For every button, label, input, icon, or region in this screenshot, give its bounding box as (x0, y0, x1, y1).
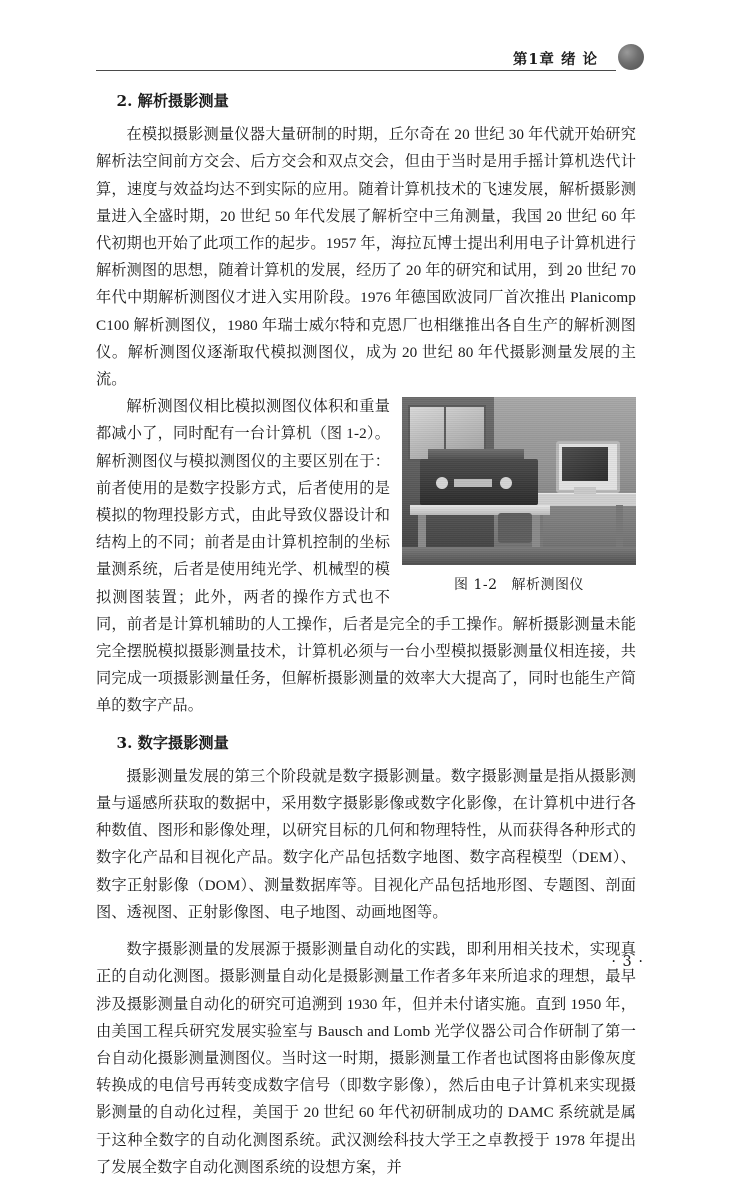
photo-floor (402, 547, 636, 565)
chapter-title: 第1章 绪 论 (512, 51, 598, 68)
figure-number: 图 1-2 (454, 577, 498, 594)
section-heading-2: 2. 解析摄影测量 (116, 92, 229, 110)
figure-text-wrap (96, 393, 636, 719)
photo-monitor-stand (574, 487, 596, 494)
figure-caption-text: 解析测图仪 (511, 577, 584, 594)
page-content (96, 88, 636, 1181)
figure-1-2 (402, 397, 636, 594)
figure-caption (402, 574, 636, 594)
page-header (96, 44, 644, 78)
page-number: · 3 · (611, 954, 644, 970)
photo-desk-leg-right (616, 505, 623, 549)
section-heading-3: 3. 数字摄影测量 (116, 733, 229, 752)
spacer (96, 720, 636, 730)
paragraph-3-2: 数字摄影测量的发展源于摄影测量自动化的实践，即利用相关技术，实现真正的自动化测图。摄影测量自动化是摄影测量工作者多年来所追求的理想，最早涉及摄影测量自动化的研究可追溯到 1930 年，但并未付诸实施。直到 1950 年，由美国工程兵研究发展实验室与 Bausch and Lomb 光学仪器公司合作研制了第一台自动化摄影测量测图仪。当时这一时期，摄影测量工作者也试图将由影像灰度转换成的电信号再转变成数字信号（即数字影像），然后由电子计算机来实现摄影测量的自动化过程，美国于 20 世纪 60 年代初研制成功的 DAMC 系统就是属于这种全数字的自动化测图系统。武汉测绘科技大学王之卓教授于 1978 年提出了发展全数字自动化测图系统的设想方案，并 (96, 941, 636, 1176)
header-rule (96, 70, 616, 71)
photo-chair (498, 513, 532, 543)
photo-monitor-screen (562, 447, 608, 481)
photo-instrument-label (454, 479, 492, 487)
header-decoration-dot (618, 44, 644, 70)
paragraph-3-1: 摄影测量发展的第三个阶段就是数字摄影测量。数字摄影测量是指从摄影测量与遥感所获取的数据中，采用数字摄影影像或数字化影像，在计算机中进行各种数值、图形和影像处理，以研究目标的几何和物理特性，从而获得各种形式的数字化产品和目视化产品。数字化产品包括数字地图、数字高程模型（DEM）、数字正射影像（DOM）、测量数据库等。目视化产品包括地形图、专题图、剖面图、透视图、正射影像图、电子地图、动画地图等。 (96, 767, 636, 921)
paragraph-2-1: 在模拟摄影测量仪器大量研制的时期，丘尔奇在 20 世纪 30 年代就开始研究解析法空间前方交会、后方交会和双点交会，但由于当时是用手摇计算机迭代计算，速度与效益均达不到实际的应用。随着计算机技术的飞速发展，解析摄影测量进入全盛时期，20 世纪 50 年代发展了解析空中三角测量，我国 20 世纪 60 年代初期也开始了此项工作的起步。1957 年，海拉瓦博士提出利用电子计算机进行解析测图的思想，随着计算机的发展，经历了 20 年的研究和试用，到 20 世纪 70 年代中期解析测图仪才进入实用阶段。1976 年德国欧波同厂首次推出 Planicomp C100 解析测图仪，1980 年瑞士威尔特和克恩厂也相继推出各自生产的解析测图仪。解析测图仪逐渐取代模拟测图仪，成为 20 世纪 80 年代摄影测量发展的主流。 (96, 126, 636, 389)
paragraph-2-2: 解析测图仪相比模拟测图仪体积和重量都减小了，同时配有一台计算机（图 1-2）。解析测图仪与模拟测图仪的主要区别在于：前者使用的是数字投影方式，后者使用的是模拟的物理投影方式，由此导致仪器设计和结构上的不同；前者是由计算机控制的坐标量测系统，后者是使用纯光学、机械型的模拟测图装置；此外，两者的操作方式也不同，前者是计算机辅助的人工操作，后者是完全的手工操作。解析摄影测量未能完全摆脱模拟摄影测量技术，计算机必须与一台小型模拟摄影测量仪相连接，共同完成一项摄影测量任务，但解析摄影测量的效率大大提高了，同时也能生产简单的数字产品。 (96, 398, 636, 715)
figure-image (402, 397, 636, 565)
spacer (96, 926, 636, 936)
